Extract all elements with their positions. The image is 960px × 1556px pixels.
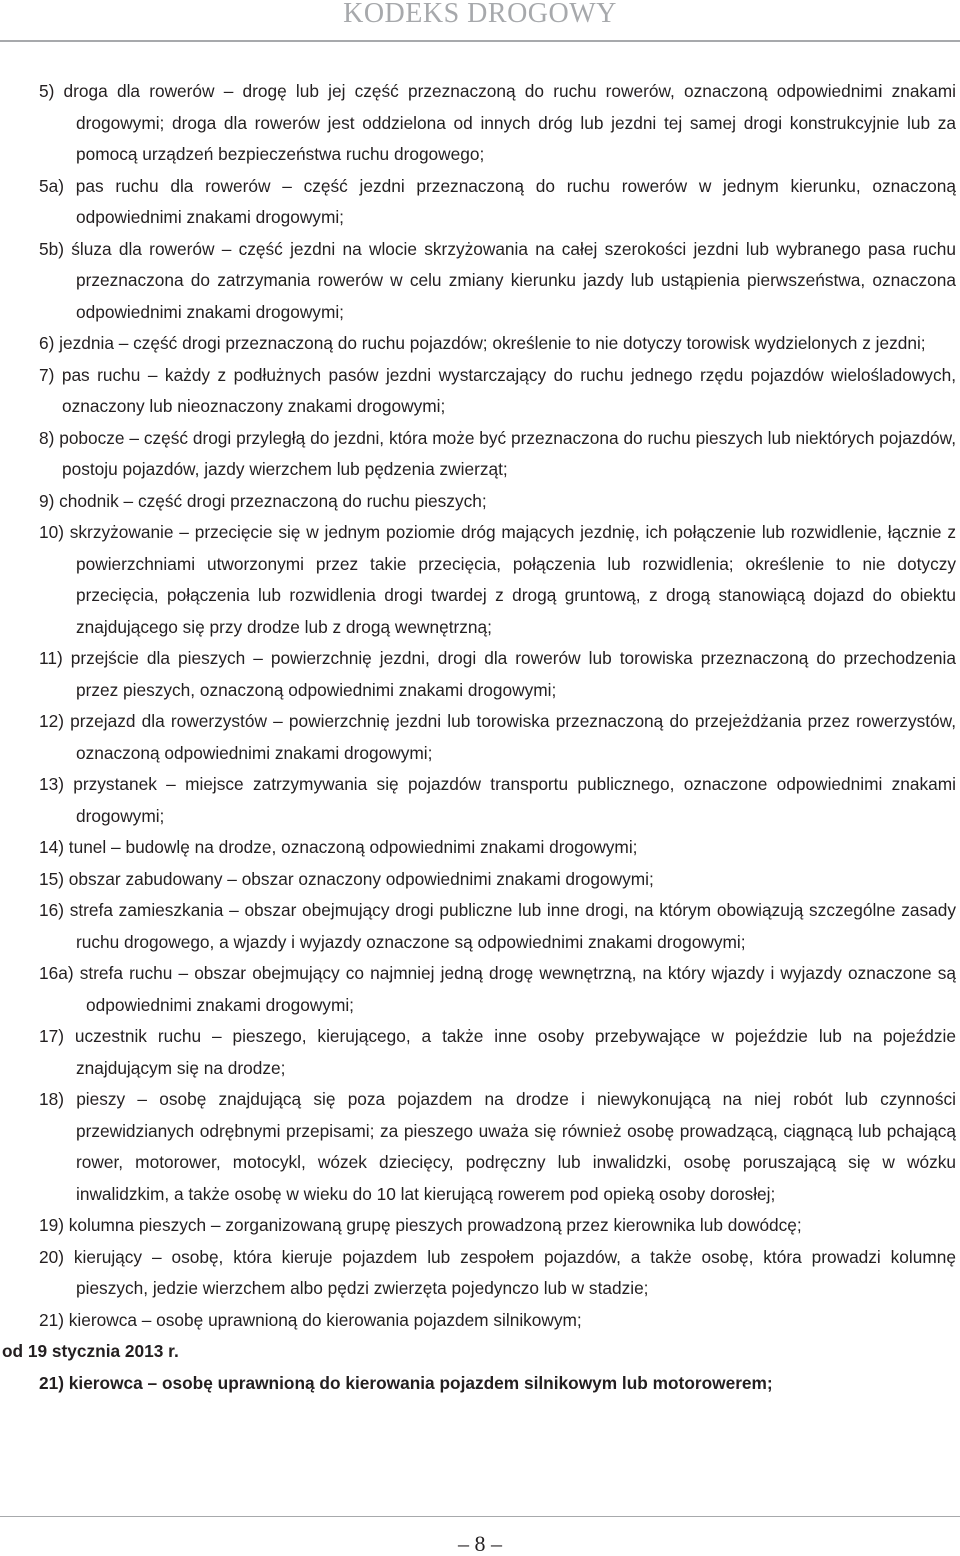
definition-item-20: 20) kierujący – osobę, która kieruje pojazdem lub zespołem pojazdów, a także osobę, która prowadzi kolumnę pieszych, jedzie wierzchem albo pędzi zwierzęta pojedynczo lub w stadzie; — [39, 1246, 956, 1298]
definition-item-12: 12) przejazd dla rowerzystów – powierzchnię jezdni lub torowiska przeznaczoną do przejeżdżania przez rowerzystów, oznaczoną odpowiednimi znakami drogowymi; — [39, 711, 956, 763]
definition-item-13: 13) przystanek – miejsce zatrzymywania się pojazdów transportu publicznego, oznaczone odpowiednimi znakami drogowymi; — [39, 774, 956, 826]
definition-item-18: 18) pieszy – osobę znajdującą się poza pojazdem na drodze i niewykonującą na niej robót lub czynności przewidzianych odrębnymi przepisami; za pieszego uważa się również osobę prowadzącą, ciągnącą lub pchającą rower, motorower, motocykl, wózek dziecięcy, podręczny lub inwalidzki, osobę poruszającą się w wózku inwalidzkim, a także osobę w wieku do 10 lat kierującą rowerem pod opieką osoby dorosłej; — [39, 1089, 956, 1204]
definition-item-5b: 5b) śluza dla rowerów – część jezdni na wlocie skrzyżowania na całej szerokości jezdni lub wybranego pasa ruchu przeznaczona do zatrzymania rowerów w celu zmiany kierunku jazdy lub ustąpienia pierwszeństwa, oznaczona odpowiednimi znakami drogowymi; — [39, 238, 956, 322]
definition-item-5a: 5a) pas ruchu dla rowerów – część jezdni przeznaczoną do ruchu rowerów w jednym kierunku, oznaczoną odpowiednimi znakami drogowymi; — [39, 175, 956, 227]
definition-item-11: 11) przejście dla pieszych – powierzchnię jezdni, drogi dla rowerów lub torowiska przeznaczoną do przechodzenia przez pieszych, oznaczoną odpowiednimi znakami drogowymi; — [39, 648, 956, 700]
definition-item-15: 15) obszar zabudowany – obszar oznaczony odpowiednimi znakami drogowymi; — [39, 868, 654, 889]
definition-item-21-amended: 21) kierowca – osobę uprawnioną do kierowania pojazdem silnikowym lub motorowerem; — [39, 1372, 773, 1393]
definition-item-5: 5) droga dla rowerów – drogę lub jej część przeznaczoną do ruchu rowerów, oznaczoną odpowiednimi znakami drogowymi; droga dla rowerów jest oddzielona od innych dróg lub jezdni tej samej drogi konstrukcyjnie lub za pomocą urządzeń bezpieczeństwa ruchu drogowego; — [39, 81, 956, 164]
header-divider — [0, 40, 960, 42]
definition-item-16a: 16a) strefa ruchu – obszar obejmujący co najmniej jedną drogę wewnętrzną, na który wjazdy i wyjazdy oznaczone są odpowiednimi znakami drogowymi; — [39, 963, 956, 1015]
document-body — [0, 76, 960, 1399]
definition-item-19: 19) kolumna pieszych – zorganizowaną grupę pieszych prowadzoną przez kierownika lub dowódcę; — [39, 1215, 802, 1235]
definition-item-14: 14) tunel – budowlę na drodze, oznaczoną odpowiednimi znakami drogowymi; — [39, 837, 638, 857]
definition-item-9: 9) chodnik – część drogi przeznaczoną do ruchu pieszych; — [39, 490, 487, 511]
amendment-date-note: od 19 stycznia 2013 r. — [2, 1341, 179, 1361]
page-number: – 8 – — [458, 1531, 502, 1556]
definition-item-6: 6) jezdnia – część drogi przeznaczoną do ruchu pojazdów; określenie to nie dotyczy torowisk wydzielonych z jezdni; — [39, 333, 926, 353]
definition-item-8: 8) pobocze – część drogi przyległą do jezdni, która może być przeznaczona do ruchu pieszych lub niektórych pojazdów, postoju pojazdów, jazdy wierzchem lub pędzenia zwierząt; — [39, 427, 956, 479]
definition-item-16: 16) strefa zamieszkania – obszar obejmujący drogi publiczne lub inne drogi, na którym obowiązują szczególne zasady ruchu drogowego, a wjazdy i wyjazdy oznaczone są odpowiednimi znakami drogowymi; — [39, 900, 956, 952]
definition-item-17: 17) uczestnik ruchu – pieszego, kierującego, a także inne osoby przebywające w pojeździe lub na pojeździe znajdującym się na drodze; — [39, 1026, 956, 1078]
definition-item-7: 7) pas ruchu – każdy z podłużnych pasów jezdni wystarczający do ruchu jednego rzędu pojazdów wielośladowych, oznaczony lub nieoznaczony znakami drogowymi; — [39, 364, 956, 416]
footer-divider — [0, 1516, 960, 1517]
definition-item-21: 21) kierowca – osobę uprawnioną do kierowania pojazdem silnikowym; — [39, 1309, 582, 1330]
running-header-title: KODEKS DROGOWY — [343, 0, 617, 29]
definition-item-10: 10) skrzyżowanie – przecięcie się w jednym poziomie dróg mających jezdnię, ich połączenie lub rozwidlenie, łącznie z powierzchniami utworzonymi przez takie przecięcia, połączenia lub rozwidlenia; określenie to nie dotyczy przecięcia, połączenia lub rozwidlenia drogi twardej z drogą gruntową, z drogą stanowiącą dojazd do obiektu znajdującego się przy drodze lub z drogą wewnętrzną; — [39, 522, 956, 637]
